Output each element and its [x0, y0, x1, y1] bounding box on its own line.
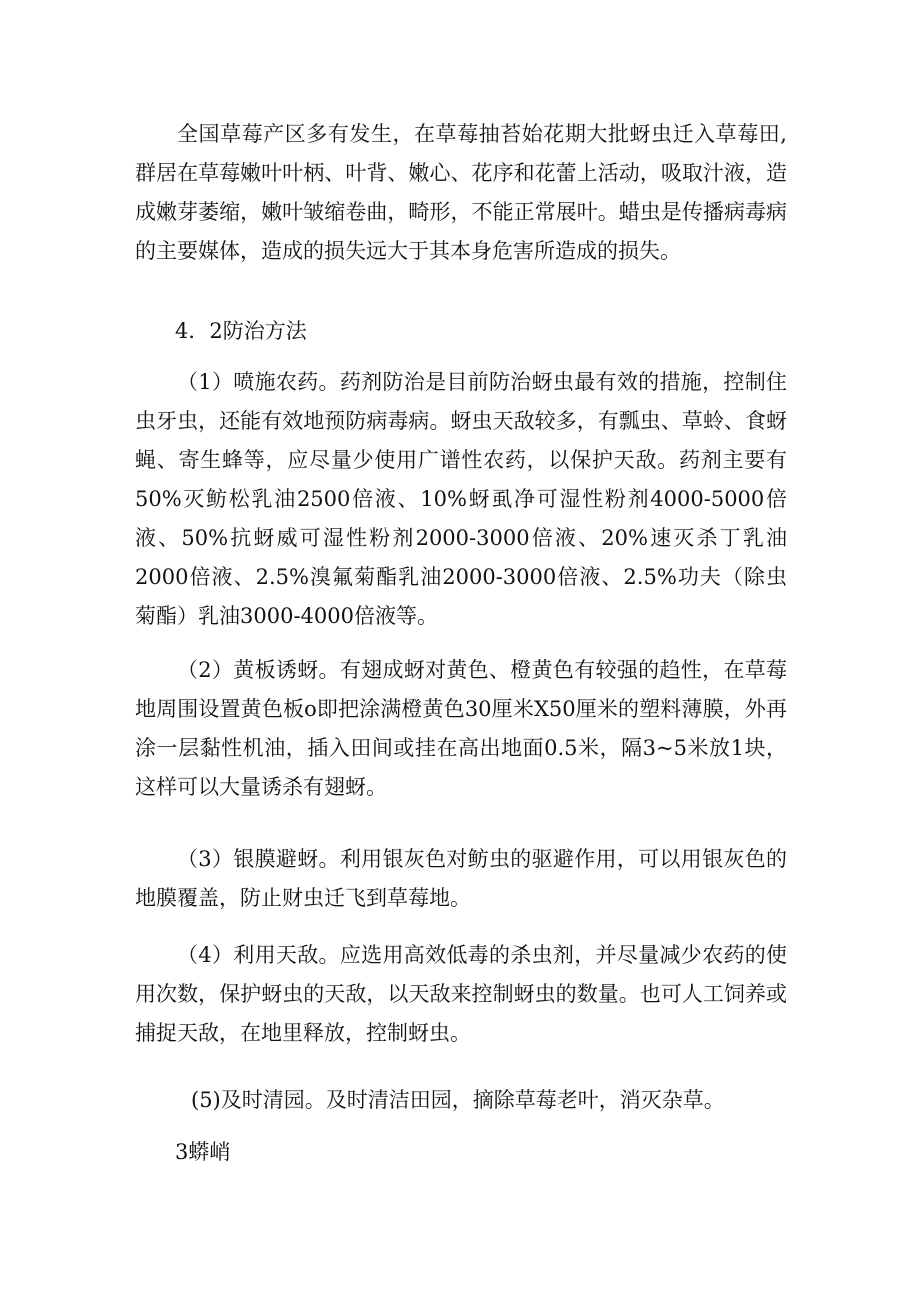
paragraph-natural-enemies: （4）利用天敌。应选用高效低毒的杀虫剂，并尽量减少农药的使用次数，保护蚜虫的天敌，以天敌来控制蚜虫的数量。也可人工饲养或捕捉天敌，在地里释放，控制蚜虫。: [135, 943, 787, 1045]
section-heading-mites: 3蟒峭: [175, 1140, 231, 1164]
paragraph-field-cleanup: (5)及时清园。及时清洁田园，摘除草莓老叶，消灭杂草。: [191, 1088, 725, 1112]
paragraph-silver-film: （3）银膜避蚜。利用银灰色对鲂虫的驱避作用，可以用银灰色的地膜覆盖，防止财虫迁飞到草莓地。: [135, 847, 787, 910]
paragraph-pesticide-spraying: （1）喷施农药。药剂防治是目前防治蚜虫最有效的措施，控制住虫牙虫，还能有效地预防病毒病。蚜虫天敌较多，有瓢虫、草蛉、食蚜蝇、寄生蜂等，应尽量少使用广谱性农药，以保护天敌。药剂主要有50%灭鲂松乳油2500倍液、10%蚜虱净可湿性粉剂4000-5000倍液、50%抗蚜威可湿性粉剂2000-3000倍液、20%速灭杀丁乳油2000倍液、2.5%溴氟菊酯乳油2000-3000倍液、2.5%功夫（除虫菊酯）乳油3000-4000倍液等。: [135, 370, 787, 628]
paragraph-yellow-board: （2）黄板诱蚜。有翅成蚜对黄色、橙黄色有较强的趋性，在草莓地周围设置黄色板o即把涂满橙黄色30厘米X50厘米的塑料薄膜，外再涂一层黏性机油，插入田间或挂在高出地面0.5米，隔3~5米放1块，这样可以大量诱杀有翅蚜。: [135, 658, 787, 799]
section-heading-control-methods: 4．2防治方法: [175, 319, 307, 343]
paragraph-aphid-damage: 全国草莓产区多有发生，在草莓抽苔始花期大批蚜虫迁入草莓田,群居在草莓嫩叶叶柄、叶背、嫩心、花序和花蕾上活动，吸取汁液，造成嫩芽萎缩，嫩叶皱缩卷曲，畸形，不能正常展叶。蜡虫是传播病毒病的主要媒体，造成的损失远大于其本身危害所造成的损失。: [135, 122, 787, 263]
